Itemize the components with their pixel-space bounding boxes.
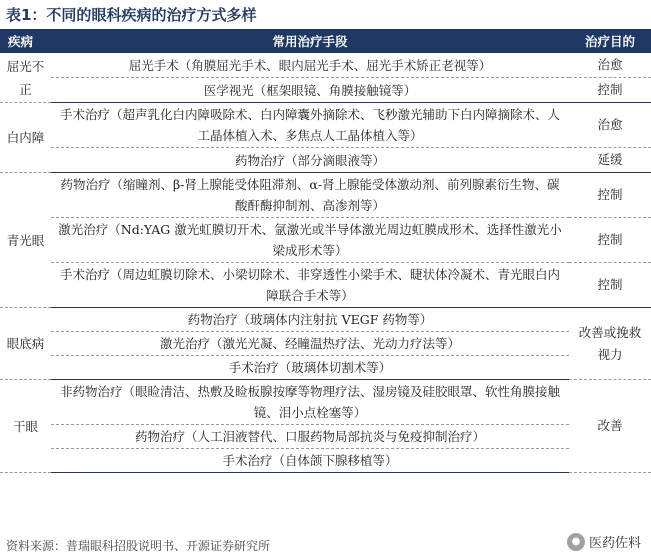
table-row — [0, 173, 651, 218]
goal-cell: 治愈 — [569, 103, 651, 148]
method-cell: 药物治疗（人工泪液替代、口服药物局部抗炎与免疫抑制治疗） — [51, 425, 569, 449]
goal-cell: 控制 — [569, 218, 651, 263]
method-cell: 手术治疗（超声乳化白内障吸除术、白内障囊外摘除术、飞秒激光辅助下白内障摘除术、人工晶体植入术、多焦点人工晶体植入等） — [51, 103, 569, 148]
method-cell: 屈光手术（角膜屈光手术、眼内屈光手术、屈光手术矫正老视等） — [51, 53, 569, 78]
method-cell: 手术治疗（周边虹膜切除术、小梁切除术、非穿透性小梁手术、睫状体冷凝术、青光眼白内障联合手术等） — [51, 263, 569, 308]
source-note: 资料来源：普瑞眼科招股说明书、开源证券研究所 — [6, 539, 271, 553]
disease-cell: 干眼 — [0, 380, 51, 473]
method-cell: 药物治疗（缩瞳剂、β-肾上腺能受体阻滞剂、α-肾上腺能受体激动剂、前列腺素衍生物、碳酸酐酶抑制剂、高渗剂等） — [51, 173, 569, 218]
table-row — [0, 356, 651, 380]
treatment-table — [0, 29, 651, 473]
method-cell: 手术治疗（玻璃体切割术等） — [51, 356, 569, 380]
table-row — [0, 103, 651, 148]
header-disease: 疾病 — [0, 29, 51, 53]
goal-cell: 控制 — [569, 78, 651, 103]
header-method: 常用治疗手段 — [51, 29, 569, 53]
method-cell: 激光治疗（激光光凝、经瞳温热疗法、光动力疗法等） — [51, 332, 569, 356]
wechat-icon: ● — [567, 533, 585, 551]
method-cell: 激光治疗（Nd:YAG 激光虹膜切开术、氩激光或半导体激光周边虹膜成形术、选择性激光小梁成形术等） — [51, 218, 569, 263]
watermark-text: 医药佐料 — [588, 536, 641, 551]
goal-cell: 改善或挽救视力 — [569, 308, 651, 380]
disease-cell: 白内障 — [0, 103, 51, 173]
table-row — [0, 425, 651, 449]
goal-cell: 治愈 — [569, 53, 651, 78]
table-row — [0, 53, 651, 78]
table-row — [0, 332, 651, 356]
method-cell: 药物治疗（玻璃体内注射抗 VEGF 药物等） — [51, 308, 569, 332]
watermark — [567, 532, 641, 551]
table-row — [0, 308, 651, 332]
method-cell: 医学视光（框架眼镜、角膜接触镜等） — [51, 78, 569, 103]
method-cell: 手术治疗（自体颌下腺移植等） — [51, 449, 569, 473]
disease-cell: 屈光不正 — [0, 53, 51, 103]
header-goal: 治疗目的 — [569, 29, 651, 53]
goal-cell: 控制 — [569, 263, 651, 308]
table-row — [0, 380, 651, 425]
method-cell: 非药物治疗（眼睑清洁、热敷及睑板腺按摩等物理疗法、湿房镜及硅胶眼罩、软性角膜接触镜、泪小点栓塞等） — [51, 380, 569, 425]
table-title: 表1：不同的眼科疾病的治疗方式多样 — [6, 6, 257, 24]
disease-cell: 青光眼 — [0, 173, 51, 308]
method-cell: 药物治疗（部分滴眼液等） — [51, 148, 569, 173]
table-row — [0, 449, 651, 473]
table-row — [0, 78, 651, 103]
header-row — [0, 29, 651, 53]
table-row — [0, 263, 651, 308]
goal-cell: 控制 — [569, 173, 651, 218]
table-row — [0, 148, 651, 173]
goal-cell: 改善 — [569, 380, 651, 473]
goal-cell: 延缓 — [569, 148, 651, 173]
disease-cell: 眼底病 — [0, 308, 51, 380]
table-row — [0, 218, 651, 263]
